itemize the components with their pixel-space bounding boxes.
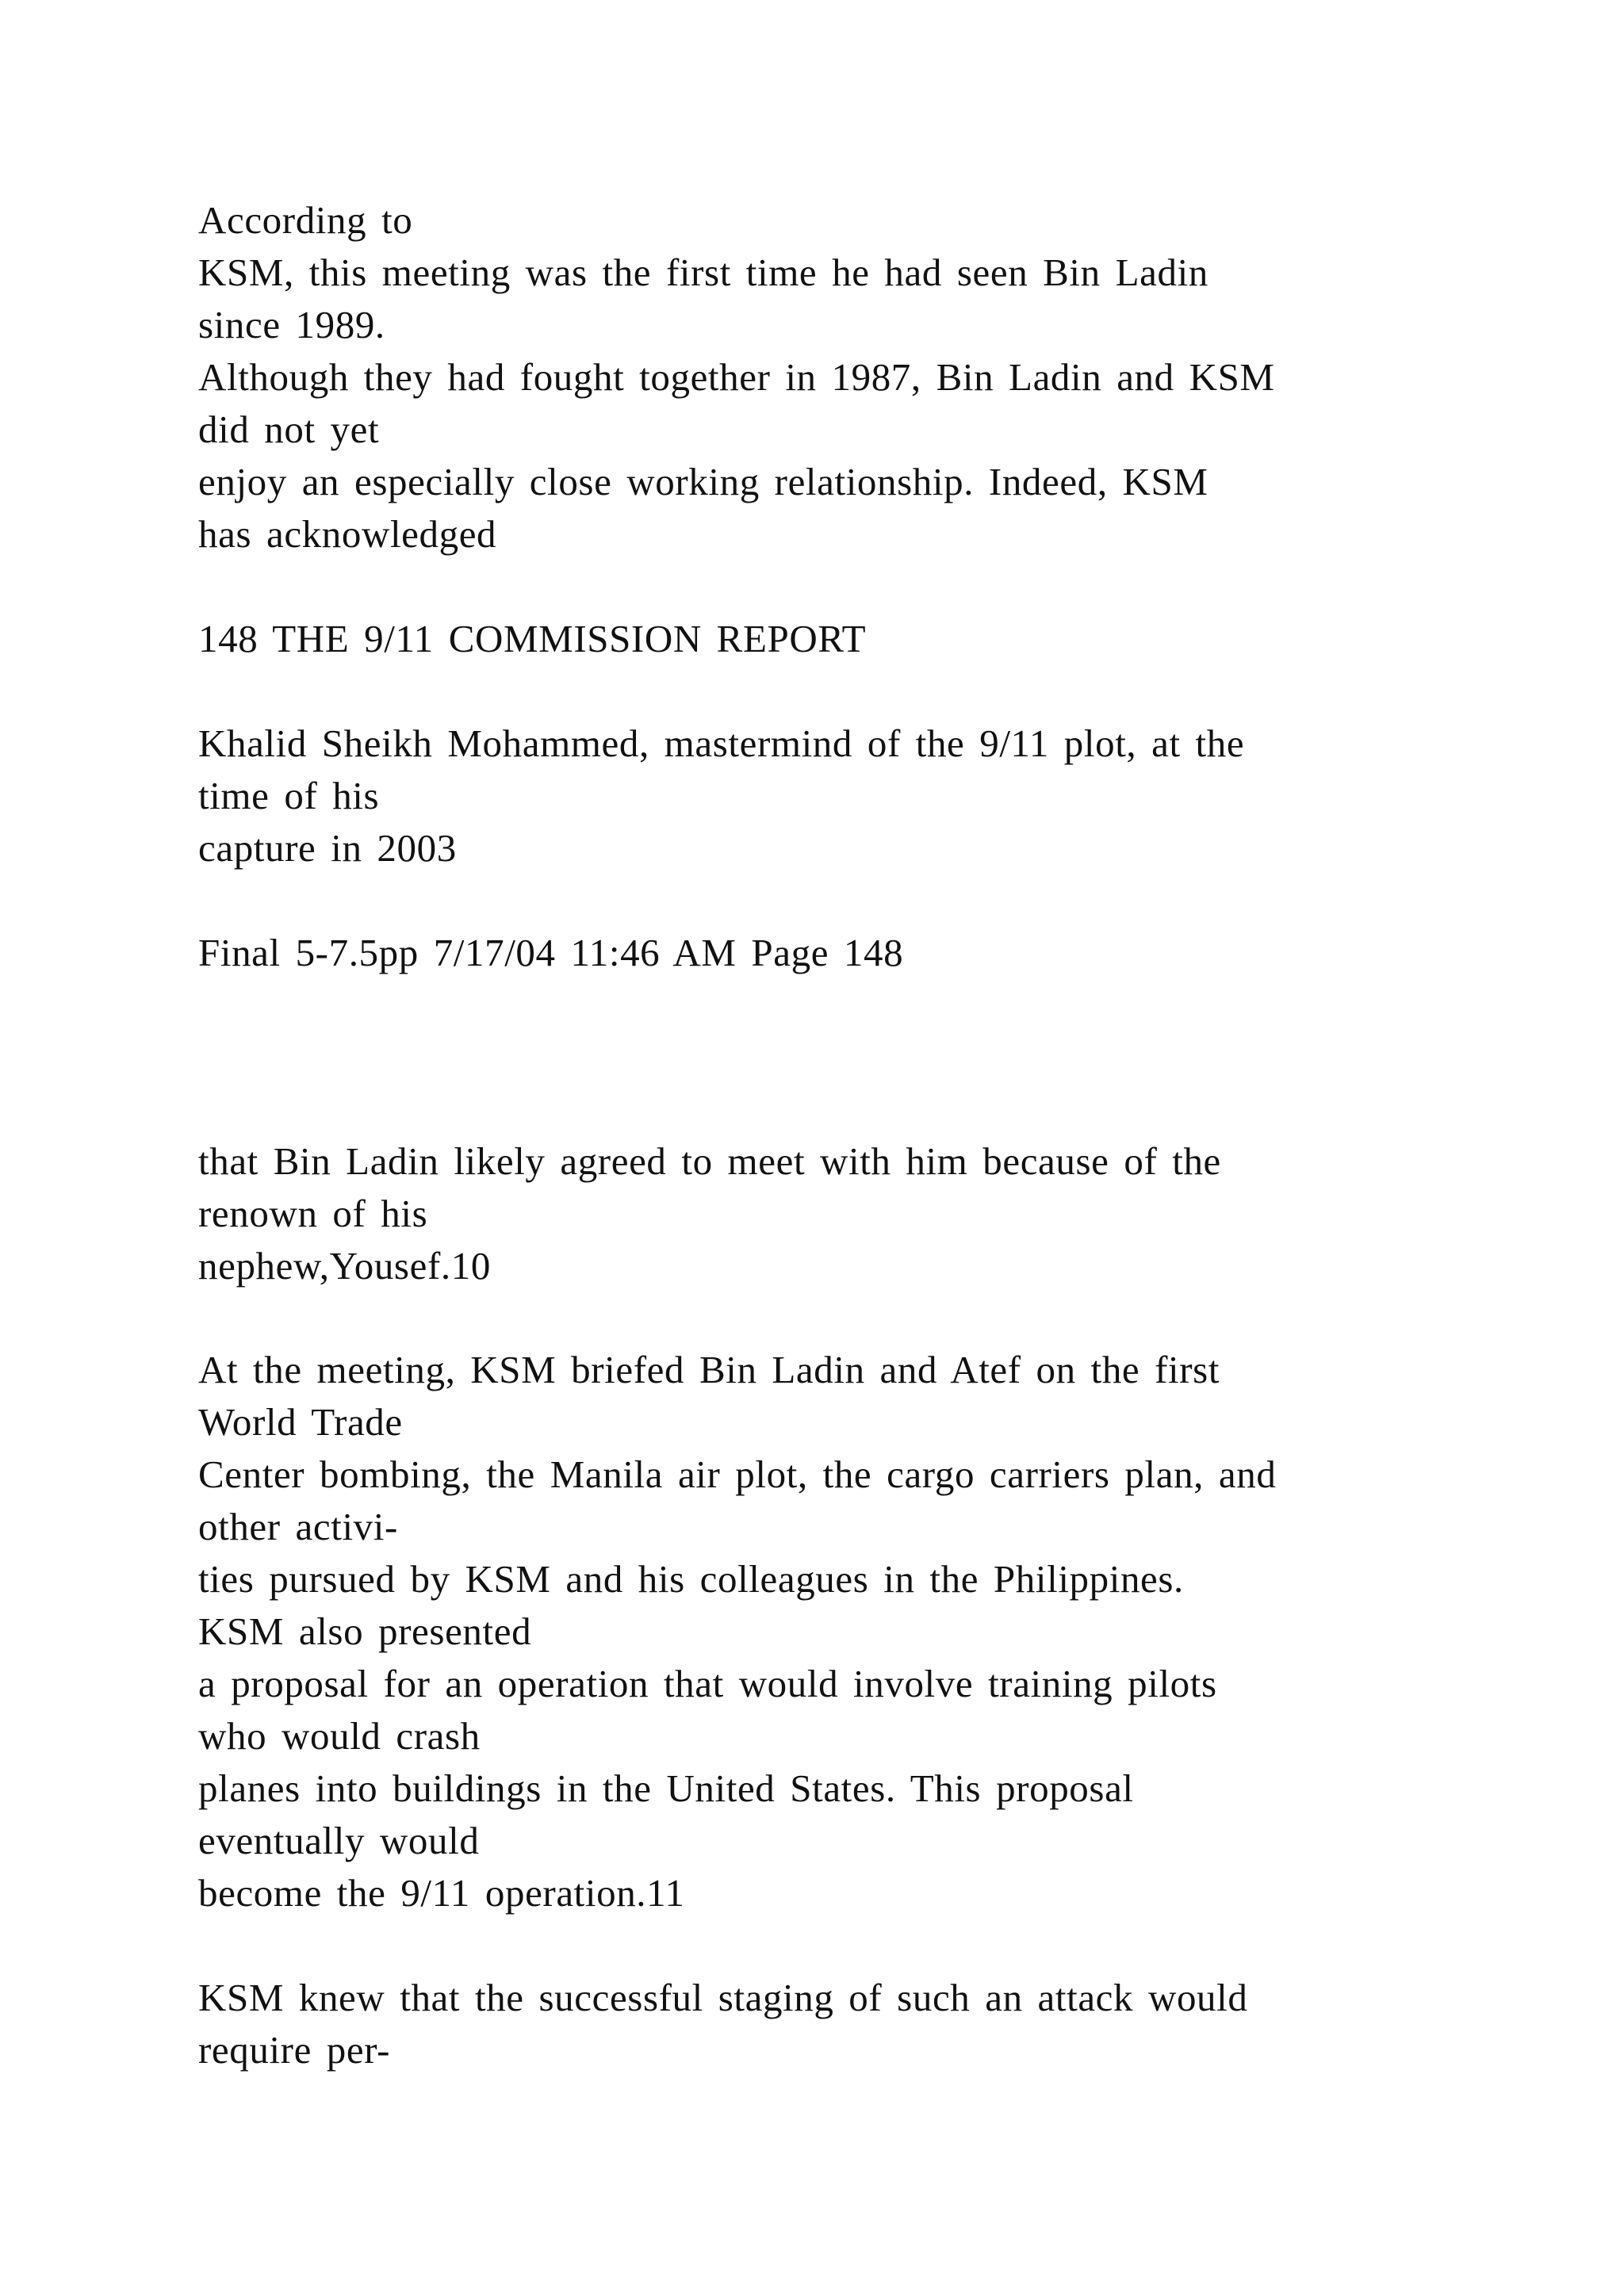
text-line: become the 9/11 operation.11 bbox=[198, 1871, 685, 1915]
photo-caption-line: Khalid Sheikh Mohammed, mastermind of the 9/11 plot, at the bbox=[198, 721, 1245, 765]
text-line: require per- bbox=[198, 2028, 391, 2072]
text-line: At the meeting, KSM briefed Bin Ladin and Atef on the first bbox=[198, 1348, 1220, 1391]
text-line: enjoy an especially close working relationship. Indeed, KSM bbox=[198, 460, 1208, 503]
text-line: KSM knew that the successful staging of such an attack would bbox=[198, 1976, 1248, 2019]
text-line: renown of his bbox=[198, 1192, 428, 1235]
text-line: who would crash bbox=[198, 1714, 481, 1758]
running-header: 148 THE 9/11 COMMISSION REPORT bbox=[198, 617, 867, 660]
text-line: planes into buildings in the United States. This proposal bbox=[198, 1766, 1134, 1810]
text-line: other activi- bbox=[198, 1505, 398, 1548]
text-line: since 1989. bbox=[198, 303, 385, 346]
text-line: According to bbox=[198, 198, 413, 242]
print-slug: Final 5-7.5pp 7/17/04 11:46 AM Page 148 bbox=[198, 931, 904, 974]
text-line: KSM, this meeting was the first time he had seen Bin Ladin bbox=[198, 251, 1208, 294]
text-line: that Bin Ladin likely agreed to meet with him because of the bbox=[198, 1139, 1221, 1183]
photo-caption-line: capture in 2003 bbox=[198, 826, 457, 870]
text-line: eventually would bbox=[198, 1819, 480, 1862]
text-line: nephew,Yousef.10 bbox=[198, 1244, 491, 1288]
photo-caption-line: time of his bbox=[198, 774, 380, 817]
text-line: World Trade bbox=[198, 1400, 403, 1444]
text-line: ties pursued by KSM and his colleagues in the Philippines. bbox=[198, 1557, 1184, 1601]
text-line: has acknowledged bbox=[198, 512, 497, 556]
text-line: KSM also presented bbox=[198, 1609, 532, 1653]
text-line: a proposal for an operation that would involve training pilots bbox=[198, 1662, 1217, 1705]
text-line: did not yet bbox=[198, 408, 380, 451]
text-line: Although they had fought together in 1987, Bin Ladin and KSM bbox=[198, 355, 1275, 399]
text-line: Center bombing, the Manila air plot, the cargo carriers plan, and bbox=[198, 1452, 1277, 1496]
